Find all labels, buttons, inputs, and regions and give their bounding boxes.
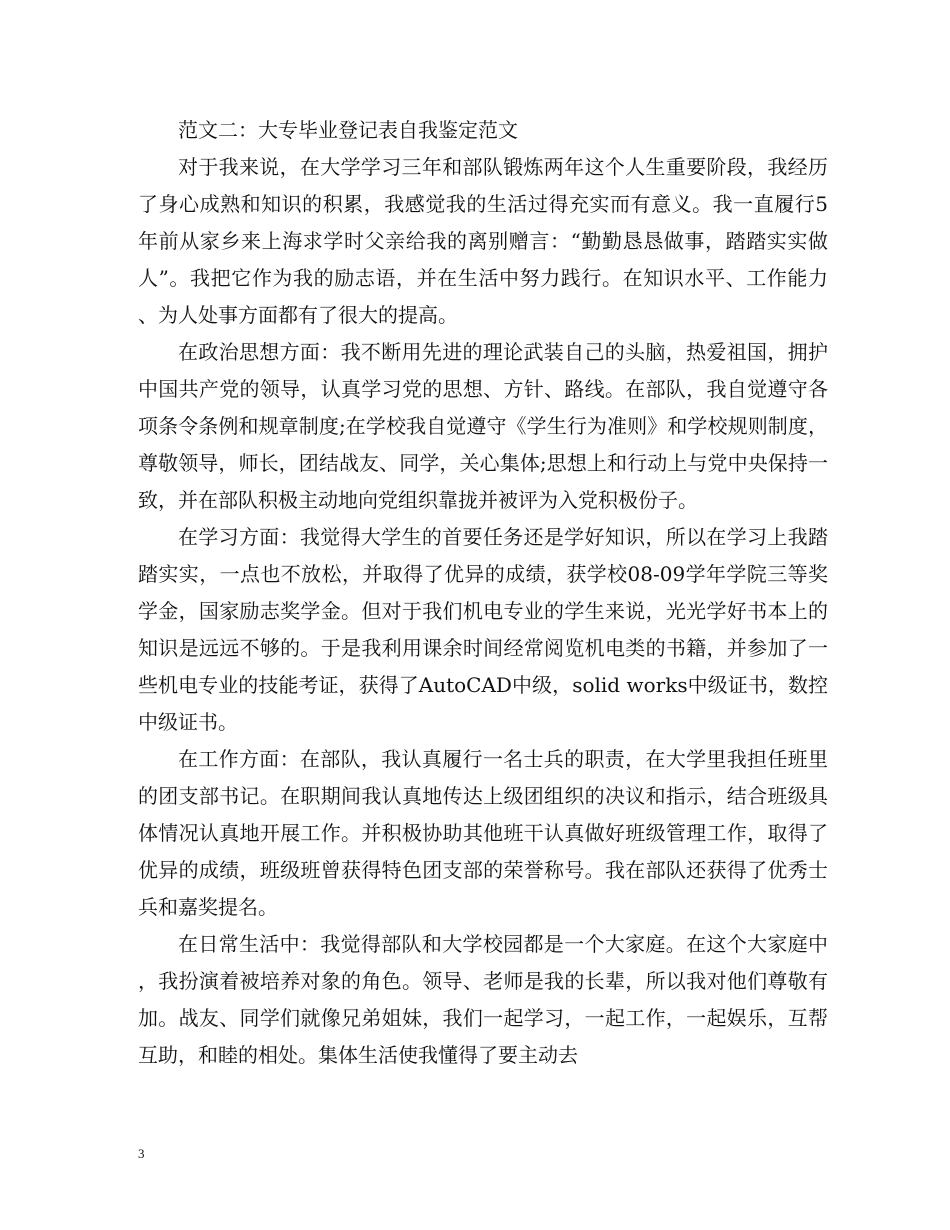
paragraph-work: 在工作方面：在部队，我认真履行一名士兵的职责，在大学里我担任班里的团支部书记。在职期间我认真地传达上级团组织的决议和指示，结合班级具体情况认真地开展工作。并积极协助其他班干认真做好班级管理工作，取得了优异的成绩，班级班曾获得特色团支部的荣誉称号。我在部队还获得了优秀士兵和嘉奖提名。 — [138, 747, 828, 919]
paragraph-daily-life: 在日常生活中：我觉得部队和大学校园都是一个大家庭。在这个大家庭中，我扮演着被培养对象的角色。领导、老师是我的长辈，所以我对他们尊敬有加。战友、同学们就像兄弟姐妹，我们一起学习，一起工作，一起娱乐，互帮互助，和睦的相处。集体生活使我懂得了要主动去 — [138, 932, 828, 1067]
paragraph-political: 在政治思想方面：我不断用先进的理论武装自己的头脑，热爱祖国，拥护中国共产党的领导，认真学习党的思想、方针、路线。在部队，我自觉遵守各项条令条例和规章制度;在学校我自觉遵守《学生行为准则》和学校规则制度，尊敬领导，师长，团结战友、同学，关心集体;思想上和行动上与党中央保持一致，并在部队积极主动地向党组织靠拢并被评为入党积极份子。 — [138, 340, 828, 512]
paragraph-study: 在学习方面：我觉得大学生的首要任务还是学好知识，所以在学习上我踏踏实实，一点也不放松，并取得了优异的成绩，获学校08-09学年学院三等奖学金，国家励志奖学金。但对于我们机电专业的学生来说，光光学好书本上的知识是远远不够的。于是我利用课余时间经常阅览机电类的书籍，并参加了一些机电专业的技能考证，获得了AutoCAD中级，solid works中级证书，数控中级证书。 — [138, 525, 828, 734]
document-title: 范文二：大专毕业登记表自我鉴定范文 — [178, 118, 518, 142]
paragraph-intro: 对于我来说，在大学学习三年和部队锻炼两年这个人生重要阶段，我经历了身心成熟和知识的积累，我感觉我的生活过得充实而有意义。我一直履行5年前从家乡来上海求学时父亲给我的离别赠言：“勤勤恳恳做事，踏踏实实做人”。我把它作为我的励志语，并在生活中努力践行。在知识水平、工作能力、为人处事方面都有了很大的提高。 — [138, 155, 828, 327]
page-number: 3 — [138, 1146, 145, 1161]
document-body — [138, 112, 828, 1074]
